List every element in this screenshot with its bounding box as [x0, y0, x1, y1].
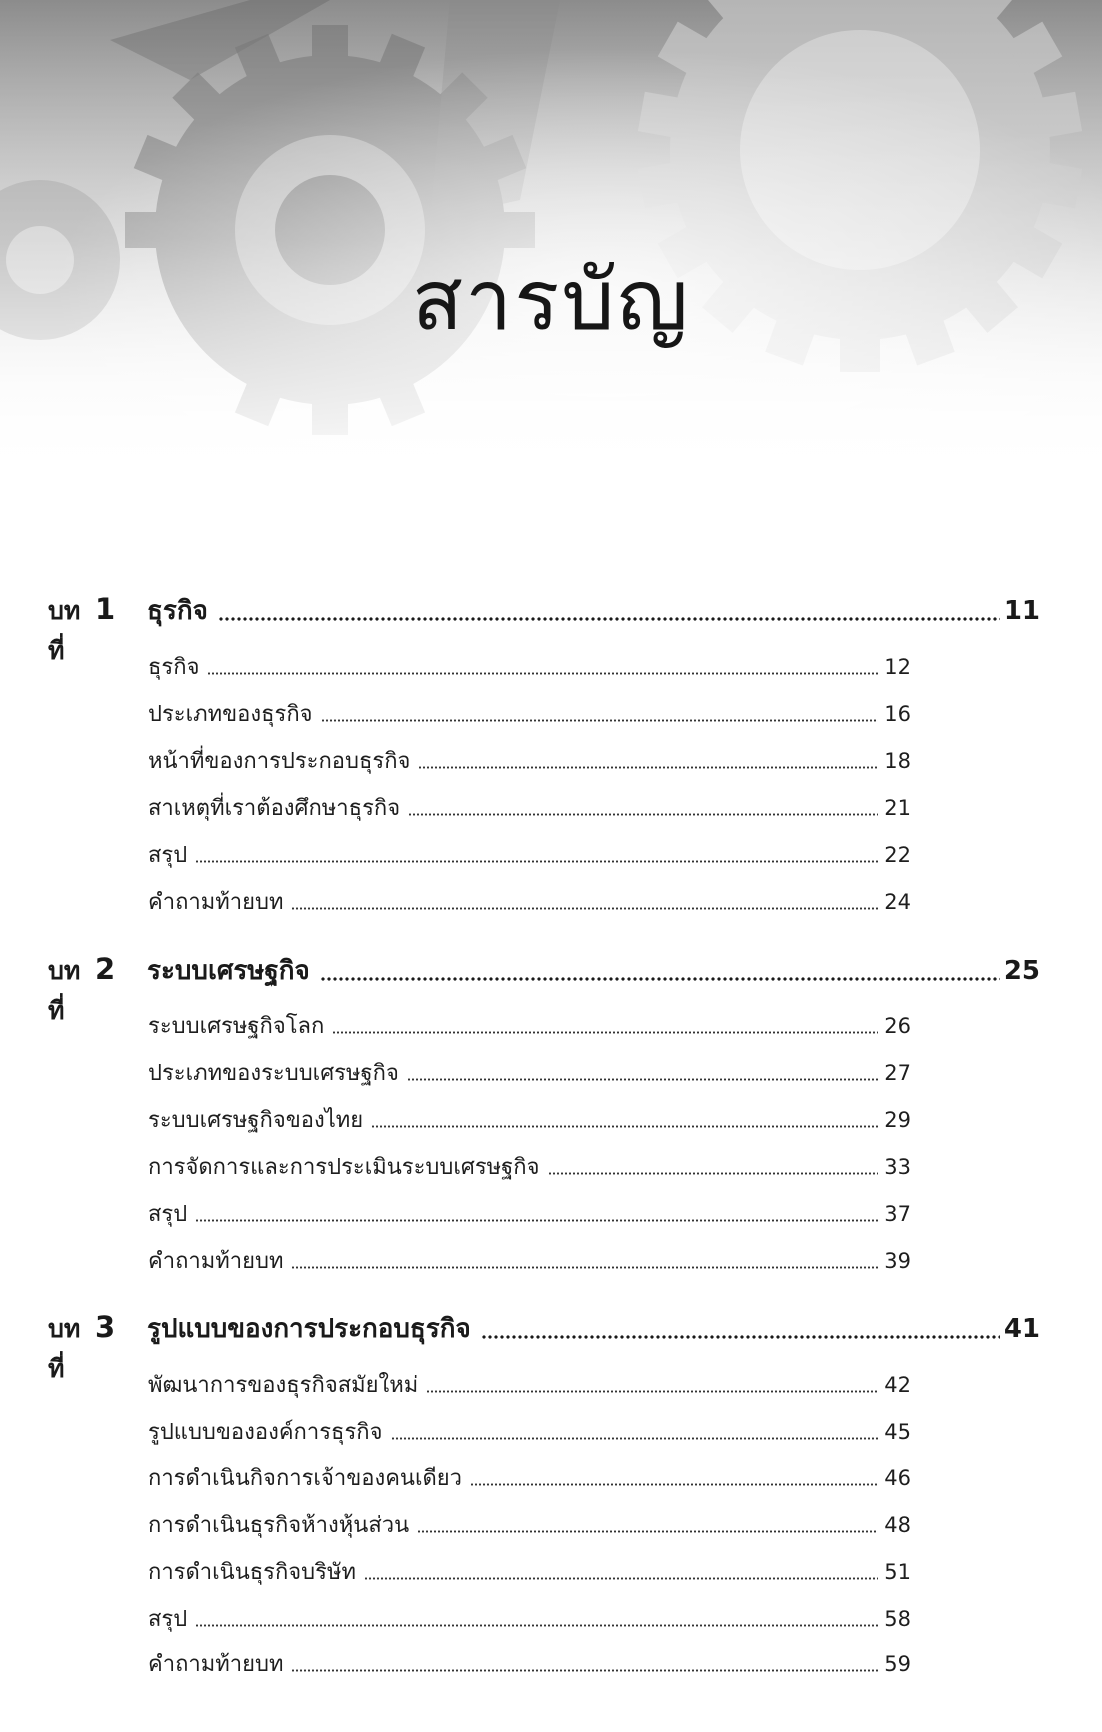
- entry-page-number: 21: [884, 796, 911, 820]
- entry-page-number: 24: [884, 890, 911, 914]
- entry-title: พัฒนาการของธุรกิจสมัยใหม่: [148, 1373, 419, 1398]
- entry-page-number: 18: [884, 749, 911, 773]
- chapter-title: ธุรกิจ: [147, 596, 208, 626]
- dot-leader: [418, 766, 878, 769]
- toc-entry[interactable]: [148, 649, 911, 683]
- entry-title: สรุป: [148, 1202, 188, 1227]
- entry-page-number: 27: [884, 1061, 911, 1085]
- toc-entry[interactable]: [148, 1507, 911, 1541]
- dot-leader: [195, 1624, 878, 1627]
- chapter-number: 1: [95, 592, 116, 626]
- toc-entry[interactable]: [148, 1102, 911, 1136]
- dot-leader: [407, 1078, 878, 1081]
- entry-title: การดำเนินกิจการเจ้าของคนเดียว: [148, 1466, 462, 1491]
- dot-leader: [548, 1172, 879, 1175]
- chapter-title: รูปแบบของการประกอบธุรกิจ: [147, 1314, 471, 1344]
- dot-leader: [320, 977, 1000, 981]
- entry-page-number: 48: [884, 1513, 911, 1537]
- dot-leader: [321, 719, 879, 722]
- dot-leader: [371, 1125, 878, 1128]
- entry-title: สรุป: [148, 843, 188, 868]
- entry-page-number: 46: [884, 1466, 911, 1490]
- chapter-heading[interactable]: [48, 590, 1040, 665]
- chapter-prefix: บทที่: [48, 956, 81, 1025]
- entry-title: คำถามท้ายบท: [148, 890, 284, 915]
- chapter-heading[interactable]: [48, 950, 1040, 1025]
- entry-page-number: 29: [884, 1108, 911, 1132]
- entry-page-number: 37: [884, 1202, 911, 1226]
- entry-page-number: 58: [884, 1607, 911, 1631]
- chapter-prefix: บทที่: [48, 1314, 81, 1383]
- chapter-page-number: 25: [1003, 956, 1040, 986]
- entry-page-number: 22: [884, 843, 911, 867]
- entry-title: คำถามท้ายบท: [148, 1652, 284, 1677]
- chapter-title: ระบบเศรษฐกิจ: [147, 956, 310, 986]
- entry-title: ธุรกิจ: [148, 655, 200, 680]
- entry-title: ประเภทของระบบเศรษฐกิจ: [148, 1061, 399, 1086]
- chapter-prefix: บทที่: [48, 596, 81, 665]
- toc-entry[interactable]: [148, 1367, 911, 1401]
- entry-title: ระบบเศรษฐกิจของไทย: [148, 1108, 364, 1133]
- toc-entry[interactable]: [148, 1055, 911, 1089]
- dot-leader: [207, 672, 878, 675]
- dot-leader: [408, 813, 878, 816]
- entry-page-number: 39: [884, 1249, 911, 1273]
- toc-entry[interactable]: [148, 743, 911, 777]
- toc-entry[interactable]: [148, 1196, 911, 1230]
- entry-page-number: 42: [884, 1373, 911, 1397]
- toc-entry[interactable]: [148, 1601, 911, 1635]
- dot-leader: [291, 907, 878, 910]
- entry-title: การดำเนินธุรกิจห้างหุ้นส่วน: [148, 1513, 410, 1538]
- dot-leader: [391, 1437, 879, 1440]
- entry-page-number: 45: [884, 1420, 911, 1444]
- toc-entry[interactable]: [148, 790, 911, 824]
- toc-entry[interactable]: [148, 1149, 911, 1183]
- dot-leader: [195, 1219, 878, 1222]
- entry-title: คำถามท้ายบท: [148, 1249, 284, 1274]
- dot-leader: [291, 1266, 878, 1269]
- entry-title: การดำเนินธุรกิจบริษัท: [148, 1560, 356, 1585]
- dot-leader: [426, 1390, 878, 1393]
- toc-entry[interactable]: [148, 696, 911, 730]
- dot-leader: [332, 1031, 878, 1034]
- toc-entry[interactable]: [148, 1554, 911, 1588]
- entry-title: สาเหตุที่เราต้องศึกษาธุรกิจ: [148, 796, 401, 821]
- toc-entry[interactable]: [148, 837, 911, 871]
- entry-page-number: 59: [884, 1652, 911, 1676]
- toc-entry[interactable]: [148, 1008, 911, 1042]
- entry-page-number: 51: [884, 1560, 911, 1584]
- dot-leader: [364, 1577, 878, 1580]
- chapter-page-number: 41: [1003, 1314, 1040, 1344]
- entry-title: การจัดการและการประเมินระบบเศรษฐกิจ: [148, 1155, 540, 1180]
- toc-entry[interactable]: [148, 1646, 911, 1680]
- entry-title: สรุป: [148, 1607, 188, 1632]
- entry-title: รูปแบบขององค์การธุรกิจ: [148, 1420, 383, 1445]
- dot-leader: [481, 1335, 1000, 1339]
- entry-page-number: 33: [884, 1155, 911, 1179]
- toc-entry[interactable]: [148, 1460, 911, 1494]
- dot-leader: [417, 1530, 878, 1533]
- dot-leader: [218, 617, 1000, 621]
- header-banner: [0, 0, 1102, 480]
- entry-title: ระบบเศรษฐกิจโลก: [148, 1014, 325, 1039]
- chapter-number: 2: [95, 952, 116, 986]
- toc-entry[interactable]: [148, 1414, 911, 1448]
- dot-leader: [470, 1483, 878, 1486]
- dot-leader: [195, 860, 878, 863]
- chapter-heading[interactable]: [48, 1308, 1040, 1383]
- entry-page-number: 26: [884, 1014, 911, 1038]
- chapter-number: 3: [95, 1310, 116, 1344]
- page-title: สารบัญ: [411, 251, 691, 349]
- entry-title: หน้าที่ของการประกอบธุรกิจ: [148, 749, 411, 774]
- entry-title: ประเภทของธุรกิจ: [148, 702, 313, 727]
- toc-entry[interactable]: [148, 884, 911, 918]
- toc-entry[interactable]: [148, 1243, 911, 1277]
- entry-page-number: 16: [884, 702, 911, 726]
- entry-page-number: 12: [884, 655, 911, 679]
- dot-leader: [291, 1669, 878, 1672]
- chapter-page-number: 11: [1003, 596, 1040, 626]
